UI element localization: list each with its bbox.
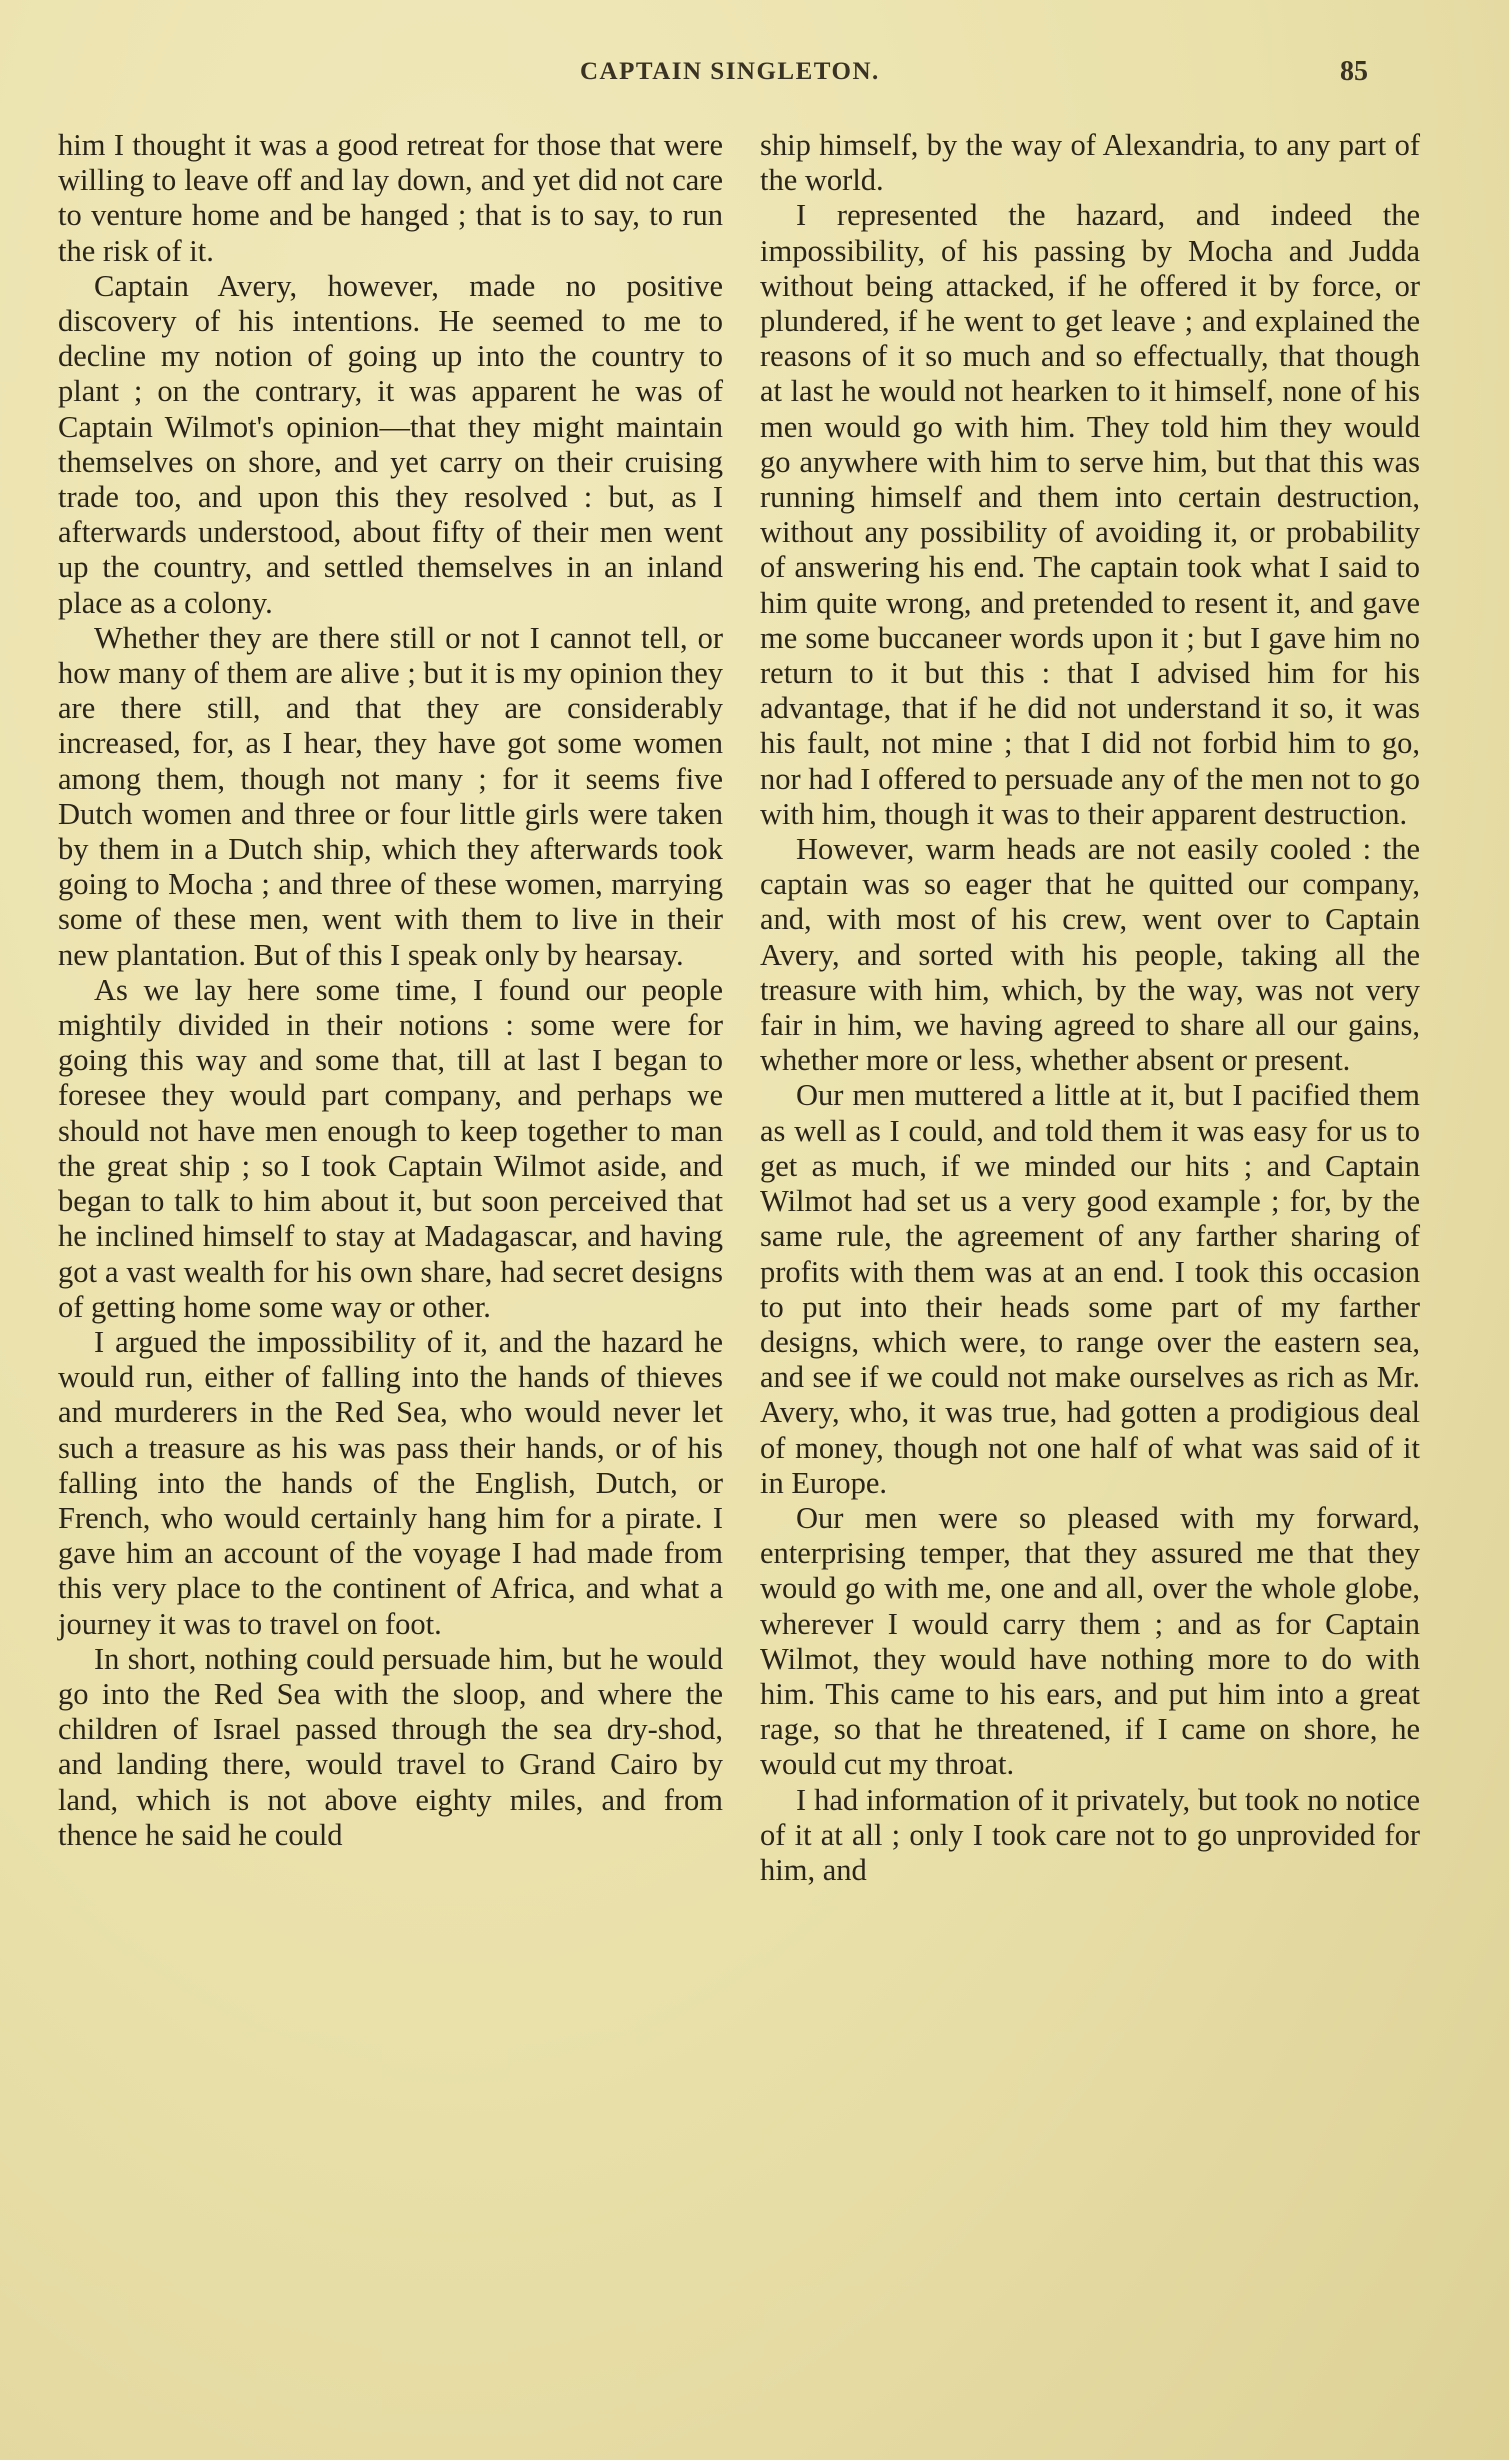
paragraph: Our men were so pleased with my forward, enterprising temper, that they assured me that they would go with me, one and all, over the whole globe, wherever I would carry them ; and as for Captain Wilmot, they would have nothing more to do with him. This came to his ears, and put him into a great rage, so that he threatened, if I came on shore, he would cut my throat. [760,1500,1420,1782]
paragraph: I argued the impossibility of it, and the hazard he would run, either of falling into the hands of thieves and murderers in the Red Sea, who would never let such a treasure as his was pass their hands, or of his falling into the hands of the English, Dutch, or French, who would certainly hang him for a pirate. I gave him an account of the voyage I had made from this very place to the continent of Africa, and what a journey it was to travel on foot. [58,1324,723,1641]
paragraph: ship himself, by the way of Alexandria, to any part of the world. [760,128,1420,198]
paragraph: I represented the hazard, and indeed the impossibility, of his passing by Mocha and Judda without being attacked, if he offered it by force, or plundered, if he went to get leave ; and explained the reasons of it so much and so effectually, that though at last he would not hearken to it himself, none of his men would go with him. They told him they would go anywhere with him to serve him, but that this was running himself and them into certain destruction, without any possibility of avoiding it, or probability of answering his end. The captain took what I said to him quite wrong, and pretended to resent it, and gave me some buccaneer words upon it ; but I gave him no return to it but this : that I advised him for his advantage, that if he did not understand it so, it was his fault, not mine ; that I did not forbid him to go, nor had I offered to persuade any of the men not to go with him, though it was to their apparent destruction. [760,198,1420,831]
paragraph: However, warm heads are not easily cooled : the captain was so eager that he quitted our company, and, with most of his crew, went over to Captain Avery, and sorted with his people, taking all the treasure with him, which, by the way, was not very fair in him, we having agreed to share all our gains, whether more or less, whether absent or present. [760,832,1420,1078]
paragraph: Whether they are there still or not I cannot tell, or how many of them are alive ; but it is my opinion they are there still, and that they are considerably increased, for, as I hear, they have got some women among them, though not many ; for it seems five Dutch women and three or four little girls were taken by them in a Dutch ship, which they afterwards took going to Mocha ; and three of these women, marrying some of these men, went with them to live in their new plantation. But of this I speak only by hearsay. [58,620,723,972]
left-column [58,128,723,1853]
paragraph: Our men muttered a little at it, but I pacified them as well as I could, and told them it was easy for us to get as much, if we minded our hits ; and Captain Wilmot had set us a very good example ; for, by the same rule, the agreement of any farther sharing of profits with them was at an end. I took this occasion to put into their heads some part of my farther designs, which were, to range over the eastern sea, and see if we could not make ourselves as rich as Mr. Avery, who, it was true, had gotten a prodigious deal of money, though not one half of what was said of it in Europe. [760,1078,1420,1500]
paragraph: I had information of it privately, but took no notice of it at all ; only I took care not to go unprovided for him, and [760,1782,1420,1887]
running-title: CAPTAIN SINGLETON. [580,58,880,85]
paragraph: In short, nothing could persuade him, but he would go into the Red Sea with the sloop, and where the children of Israel passed through the sea dry-shod, and landing there, would travel to Grand Cairo by land, which is not above eighty miles, and from thence he said he could [58,1641,723,1852]
right-column [760,128,1420,1888]
paragraph: Captain Avery, however, made no positive discovery of his intentions. He seemed to me to decline my notion of going up into the country to plant ; on the contrary, it was apparent he was of Captain Wilmot's opinion—that they might maintain themselves on shore, and yet carry on their cruising trade too, and upon this they resolved : but, as I afterwards understood, about fifty of their men went up the country, and settled themselves in an inland place as a colony. [58,268,723,620]
paragraph: him I thought it was a good retreat for those that were willing to leave off and lay down, and yet did not care to venture home and be hanged ; that is to say, to run the risk of it. [58,128,723,268]
paragraph: As we lay here some time, I found our people mightily divided in their notions : some were for going this way and some that, till at last I began to foresee they would part company, and perhaps we should not have men enough to keep together to man the great ship ; so I took Captain Wilmot aside, and began to talk to him about it, but soon perceived that he inclined himself to stay at Madagascar, and having got a vast wealth for his own share, had secret designs of getting home some way or other. [58,972,723,1324]
page-number: 85 [1340,56,1368,87]
